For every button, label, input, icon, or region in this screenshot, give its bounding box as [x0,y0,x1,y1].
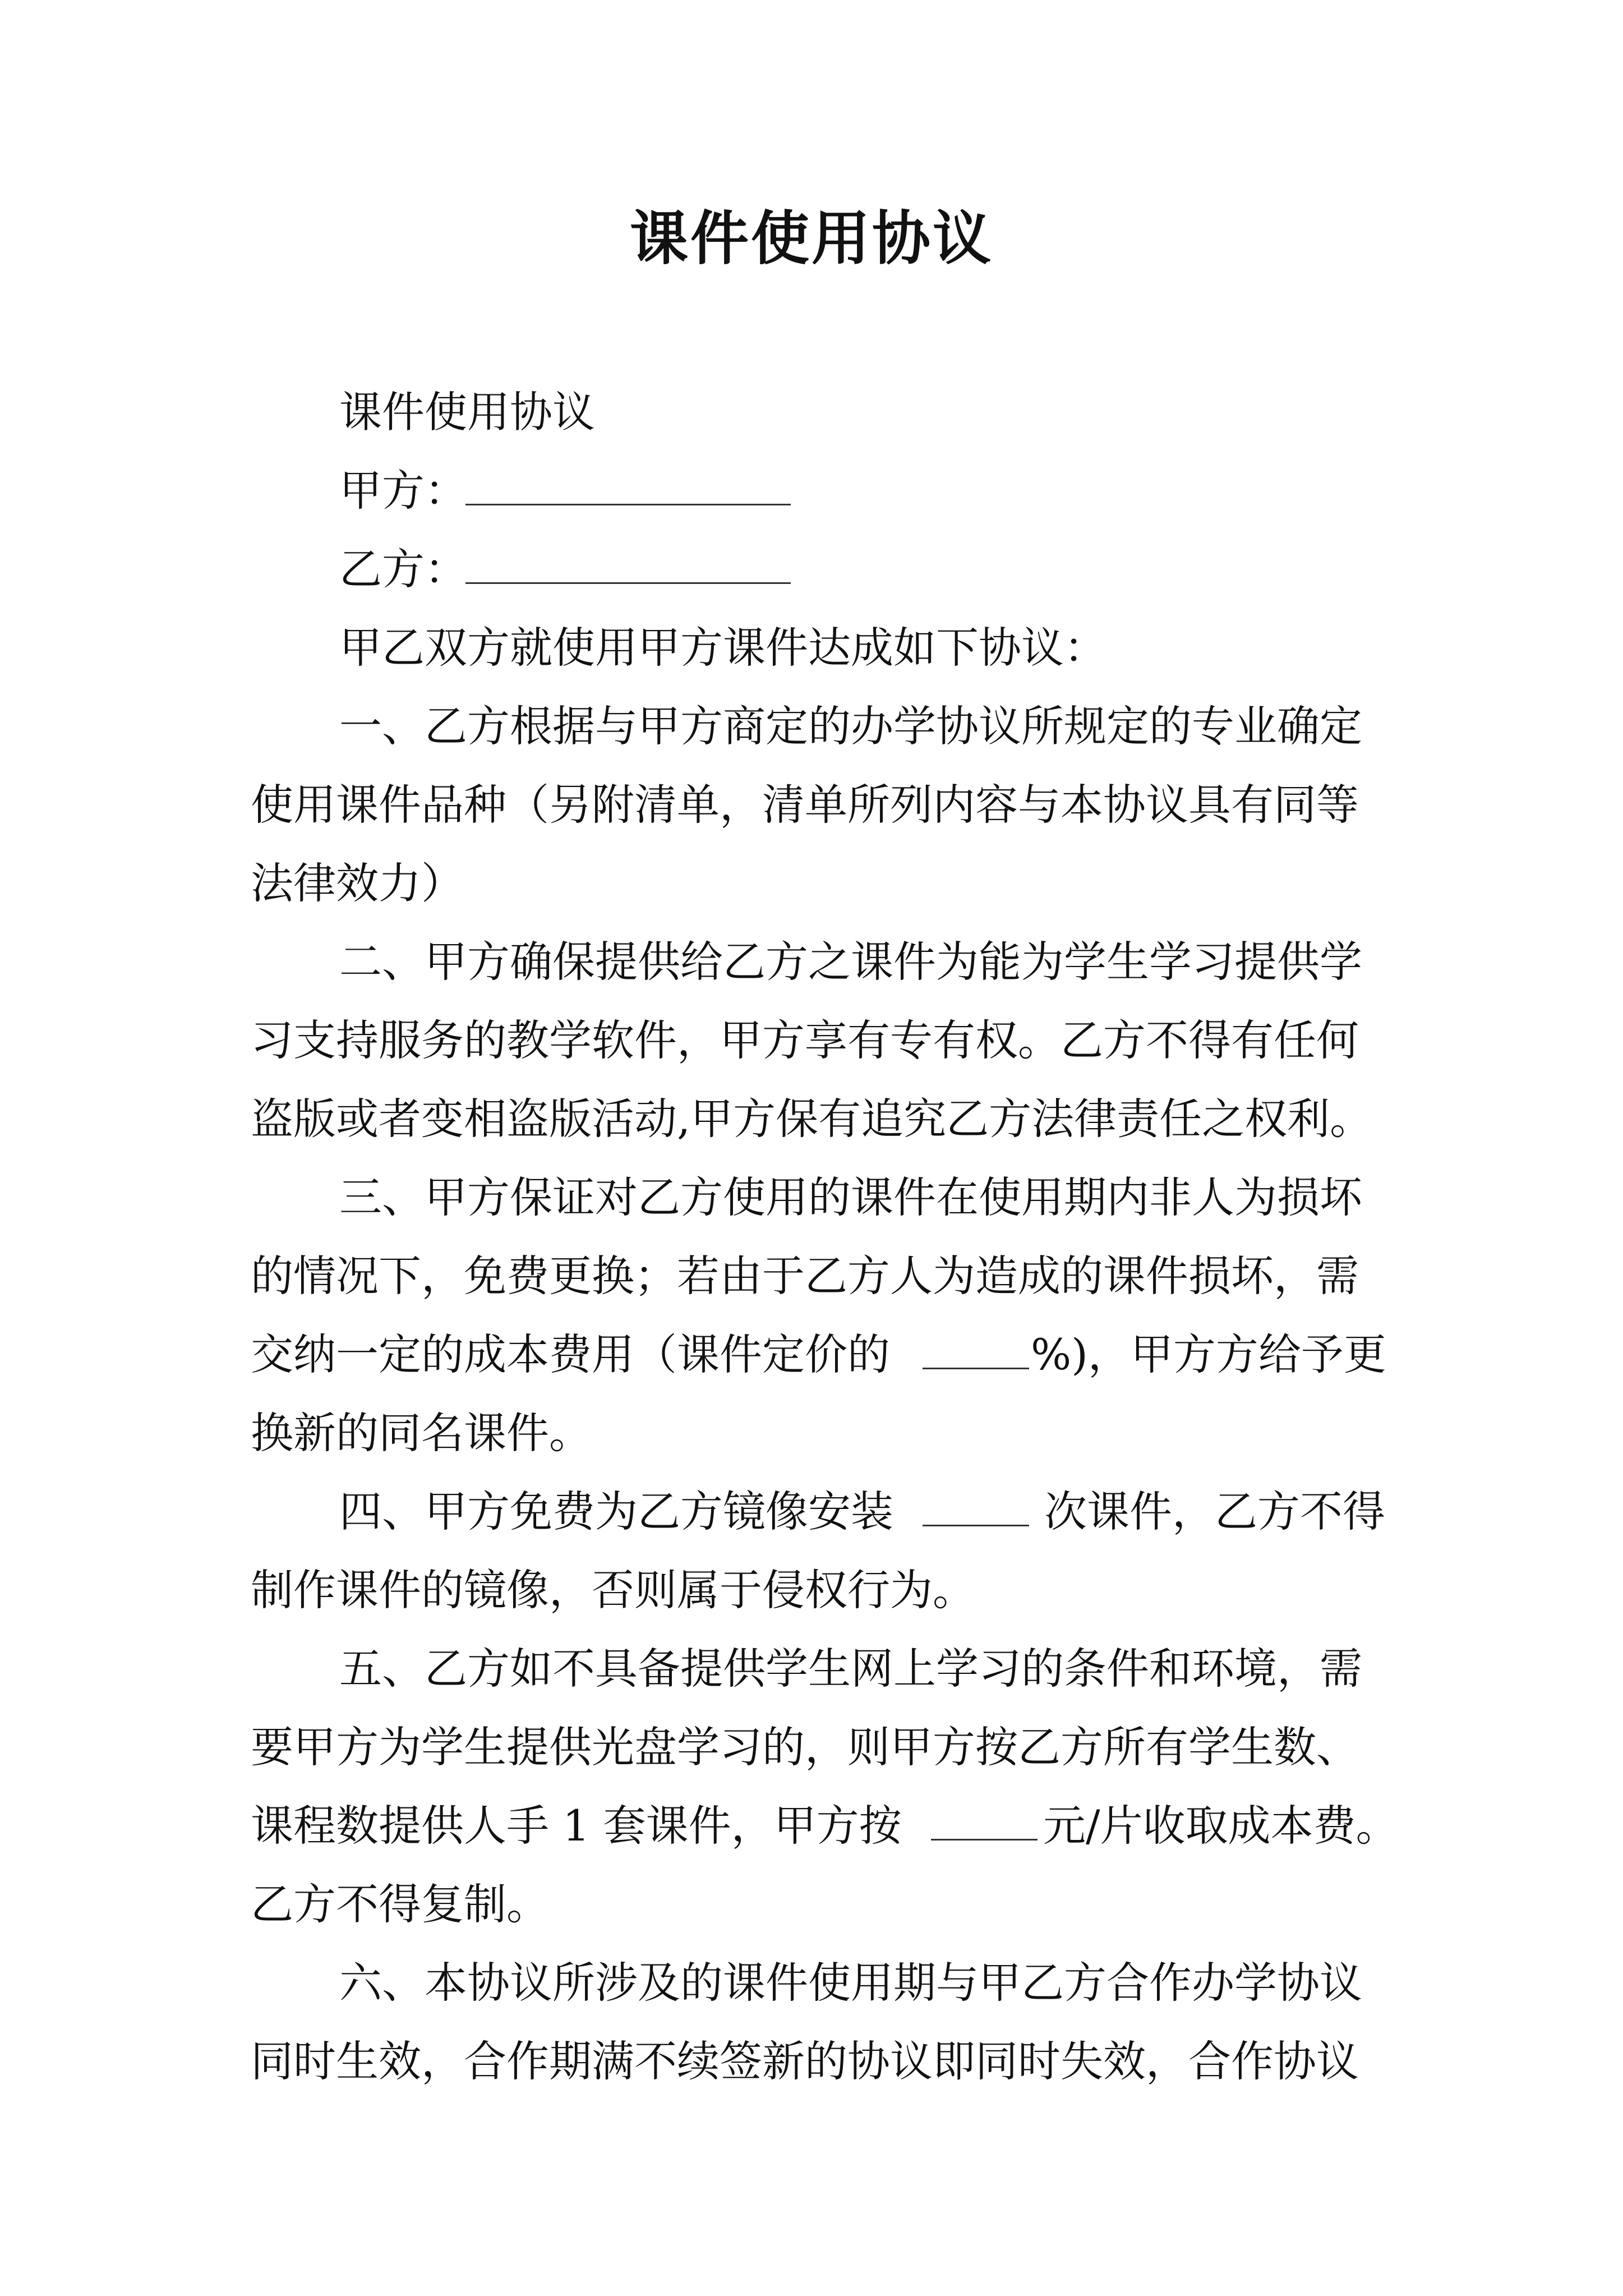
clause-text: 法律效力） [251,858,464,908]
clause-5-line-3 [0,1789,1623,1862]
clause-text: 使用课件品种（另附清单，清单所列内容与本协议具有同等 [251,780,1359,830]
heading-line [0,376,1623,449]
clause-5-line-2 [0,1711,1623,1784]
clause-1-line-3 [0,847,1623,920]
clause-text: 的情况下，免费更换；若由于乙方人为造成的课件损坏，需 [251,1251,1359,1301]
clause-text: 换新的同名课件。 [251,1408,592,1458]
clause-6-line-2 [0,2025,1623,2098]
clause-text: 六、本协议所涉及的课件使用期与甲乙方合作办学协议 [339,1958,1362,2008]
clause-3-line-3 [0,1318,1623,1391]
clause-text: 同时生效，合作期满不续签新的协议即同时失效，合作协议 [251,2036,1359,2086]
price-percent-blank[interactable] [923,1368,1029,1369]
clause-text: 四、甲方免费为乙方镜像安装 [339,1487,893,1536]
clause-3-line-1 [0,1161,1623,1234]
intro-line [0,611,1623,684]
mirror-install-count-blank[interactable] [923,1525,1029,1526]
party-b-line [0,533,1623,606]
clause-text: 制作课件的镜像，否则属于侵权行为。 [251,1565,975,1615]
intro-text: 甲乙双方就使用甲方课件达成如下协议： [339,623,1106,673]
party-b-blank[interactable] [465,582,791,584]
clause-3-line-2 [0,1240,1623,1313]
clause-text: %)，甲方方给予更 [1031,1329,1386,1379]
clause-4-line-1 [0,1475,1623,1548]
clause-6-line-1 [0,1947,1623,2019]
clause-5-line-1 [0,1632,1623,1705]
clause-4-line-2 [0,1554,1623,1627]
clause-text: 二、甲方确保提供给乙方之课件为能为学生学习提供学 [339,937,1362,987]
clause-2-line-2 [0,1004,1623,1077]
clause-text: 要甲方为学生提供光盘学习的，则甲方按乙方所有学生数、 [251,1722,1359,1772]
document-heading: 课件使用协议 [339,387,595,437]
party-a-line [0,454,1623,527]
clause-text: 一、乙方根据与甲方商定的办学协议所规定的专业确定 [339,701,1362,751]
party-b-label: 乙方： [339,544,467,594]
party-a-blank[interactable] [465,504,791,505]
clause-5-line-4 [0,1868,1623,1941]
clause-text: 五、乙方如不具备提供学生网上学习的条件和环境，需 [339,1644,1362,1694]
clause-text: 习支持服务的教学软件，甲方享有专有权。乙方不得有任何 [251,1015,1359,1065]
clause-text: 课程数提供人手 1 套课件，甲方按 [251,1801,902,1851]
clause-text: 乙方不得复制。 [251,1879,549,1929]
clause-text: 盗版或者变相盗版活动,甲方保有追究乙方法律责任之权利。 [251,1094,1373,1144]
clause-text: 元/片收取成本费。 [1043,1801,1399,1851]
clause-text: 交纳一定的成本费用（课件定价的 [251,1329,890,1379]
party-a-label: 甲方： [339,466,467,516]
clause-1-line-1 [0,690,1623,763]
clause-2-line-1 [0,926,1623,999]
document-title: 课件使用协议 [629,204,993,273]
clause-1-line-2 [0,769,1623,841]
clause-text: 次课件，乙方不得 [1044,1487,1385,1536]
clause-3-line-4 [0,1397,1623,1470]
cost-per-disc-blank[interactable] [931,1839,1038,1841]
clause-2-line-3 [0,1083,1623,1156]
clause-text: 三、甲方保证对乙方使用的课件在使用期内非人为损坏 [339,1172,1362,1222]
